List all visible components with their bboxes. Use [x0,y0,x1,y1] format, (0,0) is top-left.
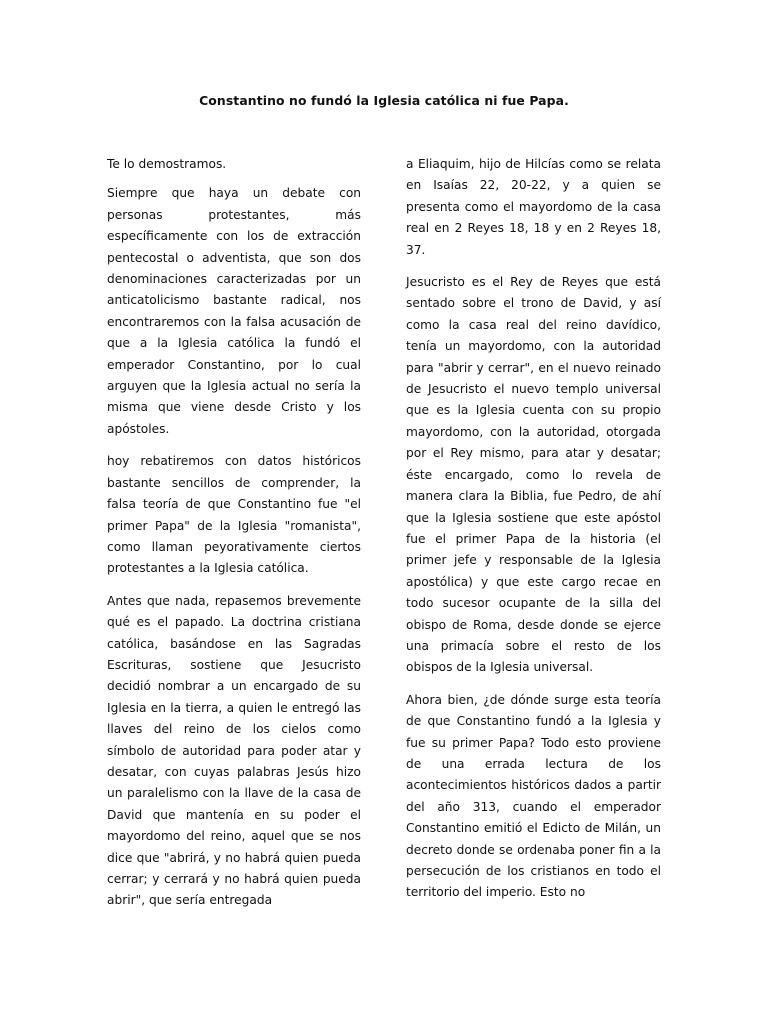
right-column [406,154,661,915]
paragraph: Te lo demostramos. [107,157,227,171]
document-title: Constantino no fundó la Iglesia católica ni fue Papa. [199,93,569,108]
paragraph: Antes que nada, repasemos brevemente qué es el papado. La doctrina cristiana católica, basándose en las Sagradas Escrituras, sostiene que Jesucristo decidió nombrar a un encargado de su Iglesia en la tierra, a quien le entregó las llaves del reino de los cielos como símbolo de autoridad para poder atar y desatar, con cuyas palabras Jesús hizo un paralelismo con la llave de la casa de David que mantenía en su poder el mayordomo del reino, aquel que se nos dice que "abrirá, y no habrá quien pueda cerrar; y cerrará y no habrá quien pueda abrir", que sería entregada [107,593,361,908]
paragraph: Siempre que haya un debate con personas protestantes, más específicamente con los de extracción pentecostal o adventista, que son dos denominaciones caracterizadas por un anticatolicismo bastante radical, nos encontraremos con la falsa acusación de que a la Iglesia católica la fundó el emperador Constantino, por lo cual arguyen que la Iglesia actual no sería la misma que viene desde Cristo y los apóstoles. [107,186,361,436]
paragraph: Ahora bien, ¿de dónde surge esta teoría de que Constantino fundó a la Iglesia y fue su primer Papa? Todo esto proviene de una errada lectura de los acontecimientos históricos dados a partir del año 313, cuando el emperador Constantino emitió el Edicto de Milán, un decreto donde se ordenaba poner fin a la persecución de los cristianos en todo el territorio del imperio. Esto no [406,692,661,900]
paragraph: a Eliaquim, hijo de Hilcías como se relata en Isaías 22, 20-22, y a quien se presenta como el mayordomo de la casa real en 2 Reyes 18, 18 y en 2 Reyes 18, 37. [406,157,661,257]
left-column [107,154,361,923]
paragraph: Jesucristo es el Rey de Reyes que está sentado sobre el trono de David, y así como la casa real del reino davídico, tenía un mayordomo, con la autoridad para "abrir y cerrar", en el nuevo reinado de Jesucristo el nuevo templo universal que es la Iglesia cuenta con su propio mayordomo, con la autoridad, otorgada por el Rey mismo, para atar y desatar; éste encargado, como lo revela de manera clara la Biblia, fue Pedro, de ahí que la Iglesia sostiene que este apóstol fue el primer Papa de la historia (el primer jefe y responsable de la Iglesia apostólica) y que este cargo recae en todo sucesor ocupante de la silla del obispo de Roma, desde donde se ejerce una primacía sobre el resto de los obispos de la Iglesia universal. [406,275,661,675]
paragraph: hoy rebatiremos con datos históricos bastante sencillos de comprender, la falsa teoría de que Constantino fue "el primer Papa" de la Iglesia "romanista", como llaman peyorativamente ciertos protestantes a la Iglesia católica. [107,454,361,576]
